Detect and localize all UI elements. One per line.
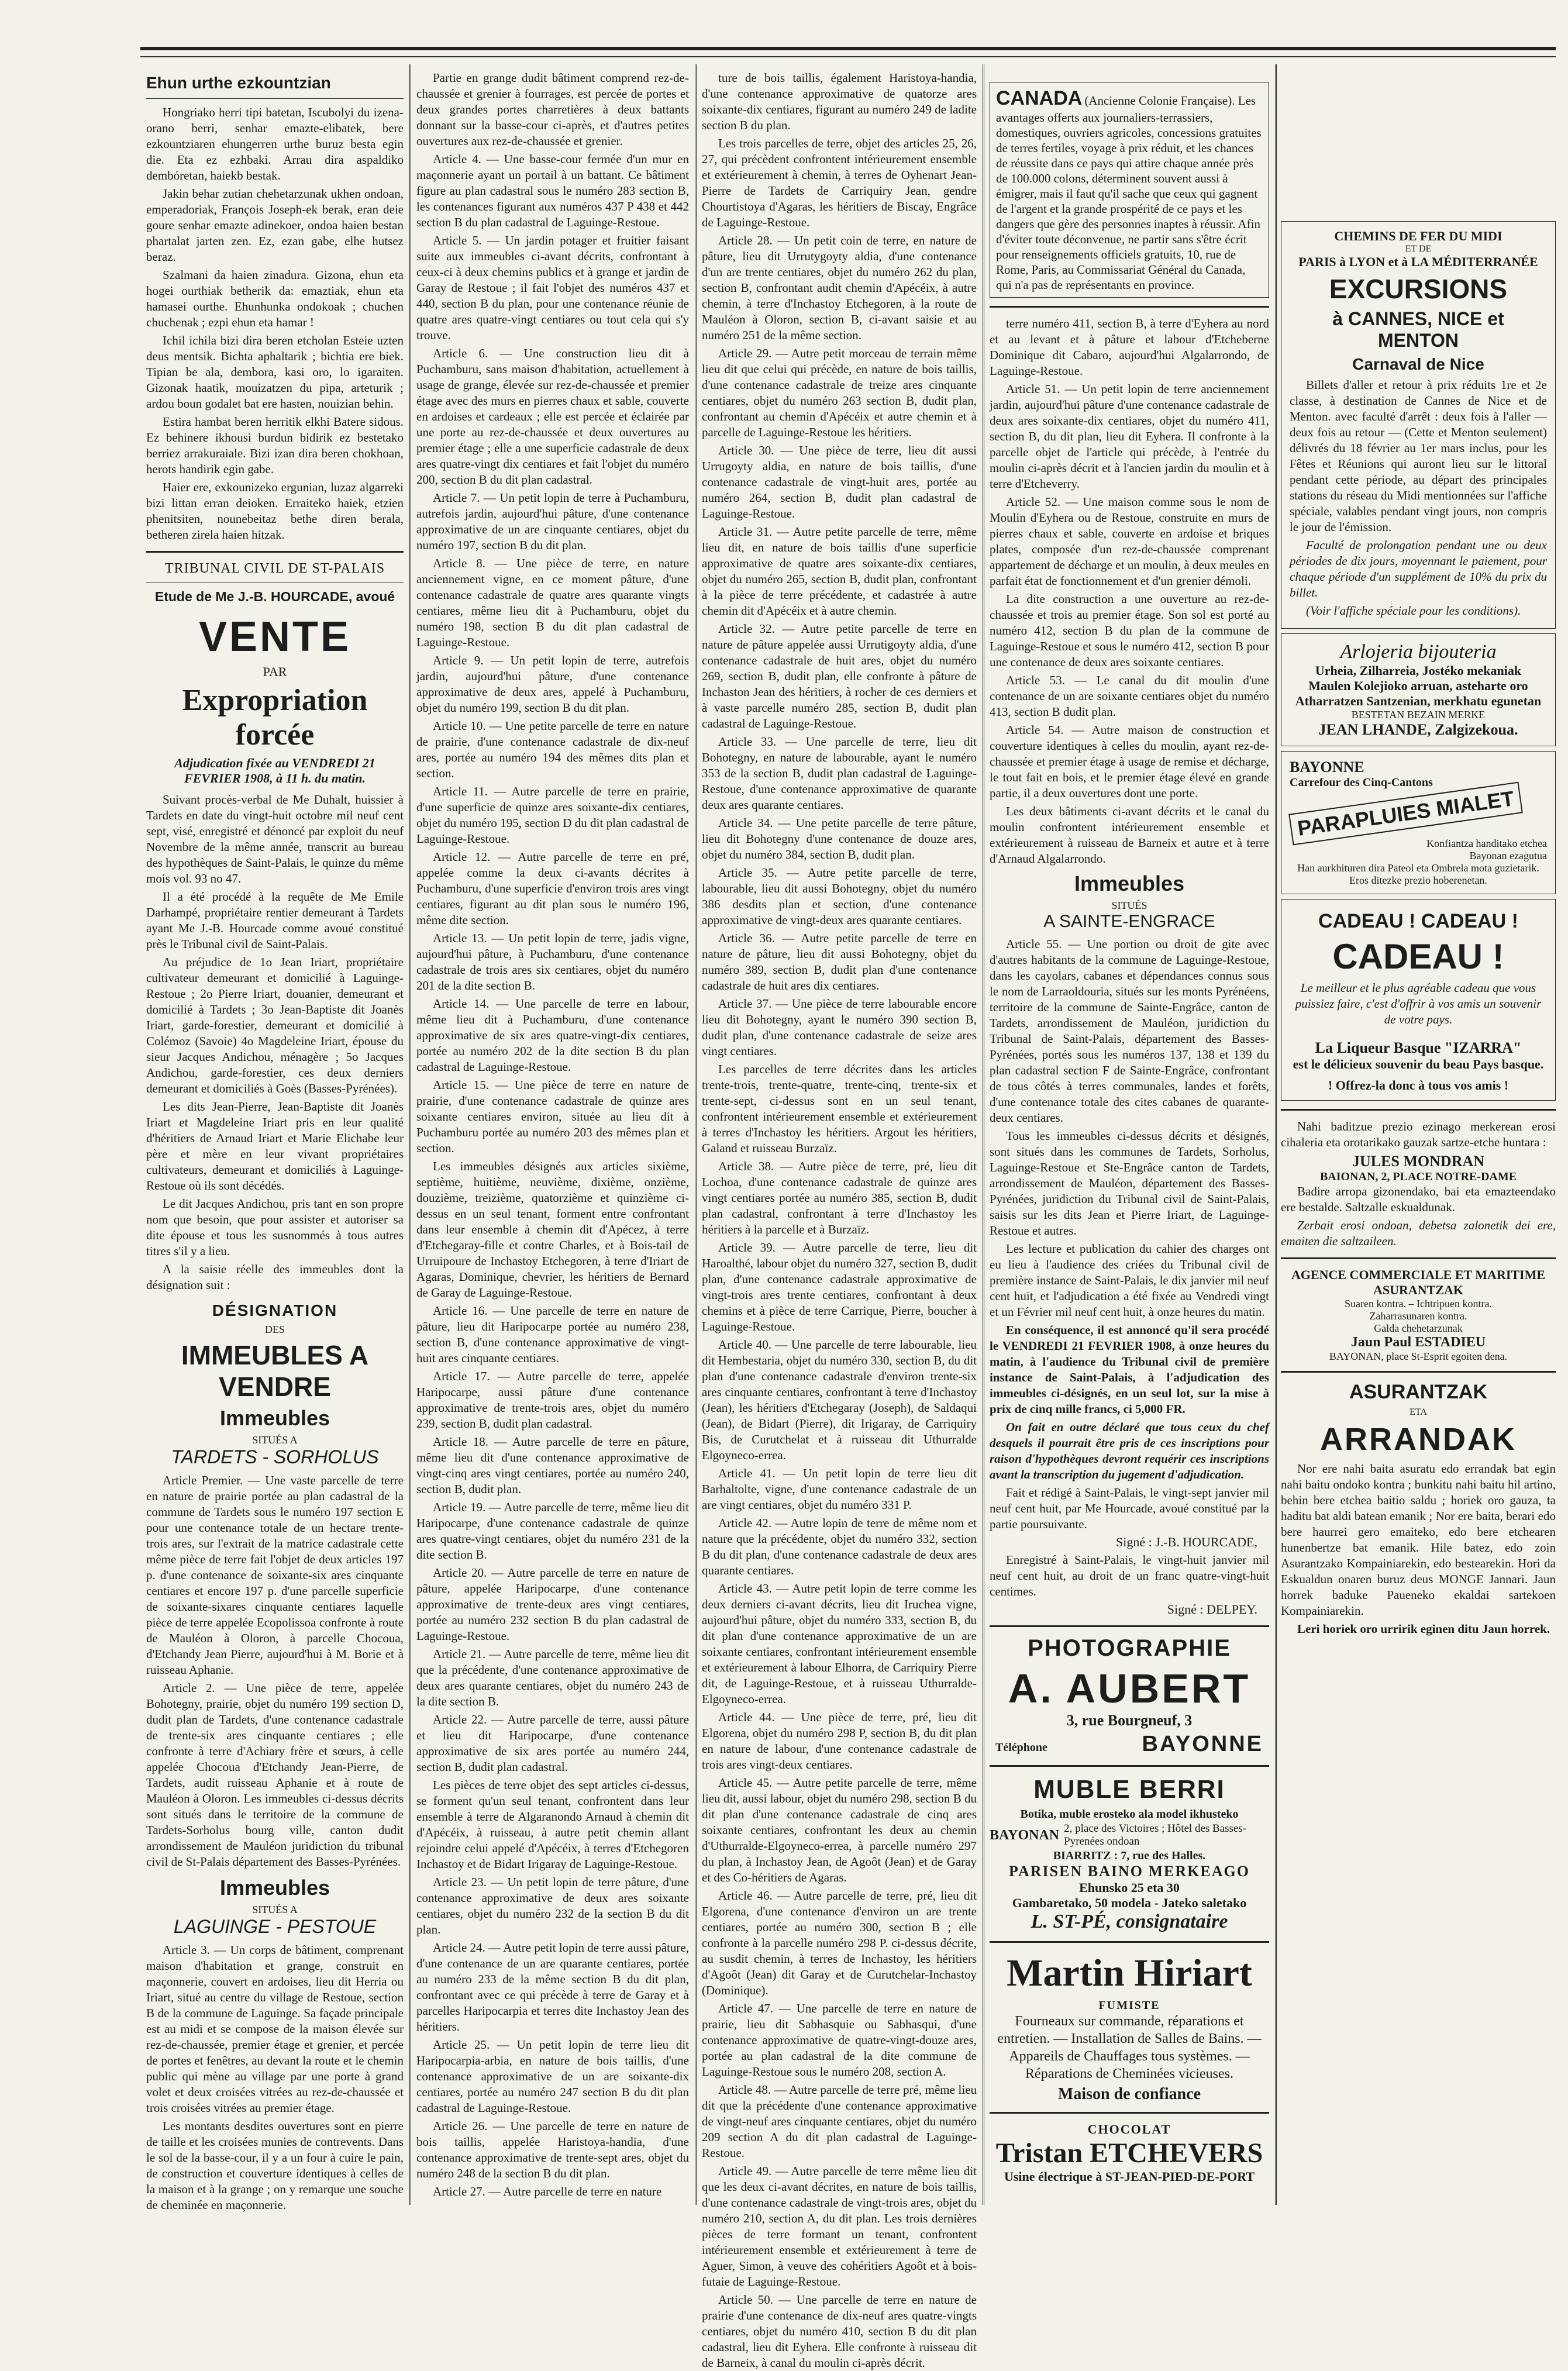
muble-line: BIARRITZ : 7, rue des Halles. [1053, 1849, 1206, 1862]
carnaval-heading: Carnaval de Nice [1352, 355, 1484, 373]
column-divider [409, 64, 411, 2205]
body-paragraph: Article 55. — Une portion ou droit de gite avec d'autres habitants de la commune de Laguinge-Restoue, dans les cayolars, cabanes et dépendances connus sous le nom de Larraoldouria, situés sur les monts Pyrénéens, territoire de la commune de Sainte-Engrâce, canton de Tardets, arrondissement de Mauléon, juridiction du Tribunal de Saint-Palais, département des Basses-Pyrénées, portés sous les numéros 137, 138 et 139 du plan cadastral section F de Sainte-Engrâce, confrontant de tous côtés à terres communales, landes et forêts, d'une contenance totale des cites cabanes de quarante-deux centiares. [990, 937, 1269, 1125]
body-paragraph: Article 24. — Autre petit lopin de terre aussi pâture, d'une contenance de un are quarante centiares, portée au numéro 233 de la même section B du dit plan, confrontant avec ce qui précède à terre de Garay et à parcelles Haripocarpia et terres dite Inchastoy Jean des héritiers. [416, 1941, 689, 2034]
body-paragraph: Article 47. — Une parcelle de terre en nature de prairie, lieu dit Sabhasquie ou Sabhasqui, d'une contenance approximative de quatre-vingt-douze ares, portée au plan cadastral de la dite commune de Laguinge-Restoue sous le numéro 208, section A. [702, 2001, 977, 2079]
photo-title: PHOTOGRAPHIE [1028, 1635, 1231, 1661]
body-paragraph: Article 42. — Autre lopin de terre de même nom et nature que la précédente, objet du numéro 332, section B du dit plan, d'une contenance cadastrale de deux ares quarante centiares. [702, 1516, 977, 1577]
martin-sub: FUMISTE [1098, 1999, 1160, 2012]
cannes-heading: à CANNES, NICE et MENTON [1332, 308, 1504, 351]
designation-heading: DÉSIGNATION [212, 1301, 338, 1319]
adjudication-date: Adjudication fixée au VENDREDI 21 FEVRIER 1908, à 11 h. du matin. [174, 756, 375, 785]
cadeau-ad [1281, 899, 1556, 1101]
body-paragraph: Article 25. — Un petit lopin de terre lieu dit Haripocarpia-arbia, en nature de bois taillis, d'une contenance approximative de un are soixante-dix centiares, portée au numéro 247 section B du dit plan cadastral de Laguinge-Restoue. [416, 2038, 689, 2115]
body-paragraph: Article 53. — Le canal du dit moulin d'une contenance de un are soixante centiares objet du numéro 413, section B dudit plan. [990, 673, 1269, 719]
cadeau-text: Le meilleur et le plus agréable cadeau que vous puissiez faire, c'est d'offrir à vos amis un souvenir de votre pays. [1295, 981, 1542, 1026]
body-paragraph: Article 28. — Un petit coin de terre, en nature de pâture, lieu dit Urrutygoyty aldia, d'une contenance d'un are trente centiares, objet du numéro 262 du plan, section B, confrontant audit chemin d'Apécéix, à autre chemin, à terre d'Inchastoy Etchegoren, à la route de Mauléon à Oloron, section B, ci-avant saisie et au numéro 251 de la même section. [702, 233, 977, 342]
mondran-name: JULES MONDRAN [1352, 1153, 1485, 1170]
column-4 [990, 82, 1269, 2211]
asurantzak-heading: ASURANTZAK [1349, 1381, 1488, 1403]
arlojeria-ad [1281, 633, 1556, 746]
izarra-text: est le délicieux souvenir du beau Pays basque. [1293, 1057, 1544, 1071]
top-rule [140, 47, 1556, 50]
divider [990, 1625, 1269, 1627]
divider [1281, 1109, 1556, 1111]
body-paragraph: Enregistré à Saint-Palais, le vingt-huit janvier mil neuf cent huit, au droit de un franc quatre-vingt-huit centimes. [990, 1553, 1269, 1598]
cadeau-line: CADEAU ! CADEAU ! [1318, 910, 1518, 932]
body-paragraph: Article 23. — Un petit lopin de terre pâture, d'une contenance approximative de deux ares soixante centiares, objet du numéro 232 de la section B du dit plan. [416, 1875, 689, 1936]
parapluies-line: Konfiantza handitako etchea [1426, 838, 1547, 849]
body-paragraph: Il a été procédé à la requête de Me Emile Darhampé, propriétaire rentier demeurant à Tardets ayant Me J.-B. Hourcade comme avoué constitué près le Tribunal civil de Saint-Palais. [146, 890, 404, 951]
body-paragraph: Article 33. — Une parcelle de terre, lieu dit Bohotegny, en nature de labourable, ayant le numéro 353 de la section B, dudit plan cadastral de Laguinge-Restoue, d'une contenance approximative de quarante deux ares quarante centiares. [702, 735, 977, 812]
martin-confiance: Maison de confiance [1057, 2085, 1201, 2103]
chocolat-sub: Usine électrique à ST-JEAN-PIED-DE-PORT [1004, 2169, 1255, 2184]
column-3 [702, 70, 977, 2370]
body-paragraph: Article 45. — Autre petite parcelle de terre, même lieu dit, aussi labour, objet du numéro 298, section B du dit plan d'une contenance cadastrale de cinq ares soixante centiares, confrontant les deux au chemin d'Uthurralde-Elgoyneco-errea, à parcelle numéro 297 du plan, à Inchastoy Jean, de Agoôt (Jean) et de Garay et des Co-héritiers de Agaras. [702, 1776, 977, 1884]
izarra-title: La Liqueur Basque "IZARRA" [1315, 1039, 1522, 1056]
parapluies-line: Han aurkhituren dira Pateol eta Ombrela mota guzietarik. [1297, 862, 1539, 874]
body-paragraph: Article 27. — Autre parcelle de terre en nature [433, 2184, 662, 2198]
body-paragraph: Article 49. — Autre parcelle de terre même lieu dit que les deux ci-avant décrites, en nature de bois taillis, d'une contenance cadastrale de vingt-trois ares, objet du numéro 210, section A, du dit plan. Les trois dernières pièces de terre formant un tenant, confrontent intérieurement ensemble et extérieurement à terre de Aguer, Simon, à veuve des cohéritiers Agoôt et à bois-futaie de Laguinge-Restoue. [702, 2164, 977, 2289]
body-paragraph: Article 44. — Une pièce de terre, pré, lieu dit Elgorena, objet du numéro 298 P, section B, du dit plan en nature de labour, d'une contenance cadastrale de trois ares vingt-deux centiares. [702, 1710, 977, 1772]
body-paragraph: Article 51. — Un petit lopin de terre anciennement jardin, aujourd'hui pâture d'une contenance cadastrale de deux ares soixante-dix centiares, objet du numéro 411, section B, du dit plan, lieu dit Eyhera. Il confronte à la parcelle objet de l'article qui précède, à l'entrée du moulin ci-après décrit et à l'ancien jardin du moulin et à terre d'Etcheverry. [990, 382, 1269, 491]
body-paragraph: Article Premier. — Une vaste parcelle de terre en nature de prairie portée au plan cadastral de la commune de Tardets sous le numéro 197 section E pour une contenance totale de un hectare trente-trois ares, sur l'extrait de la matrice cadastrale cette même pièce de terre fait l'objet de deux articles 197 p. d'une contenance de soixante-six ares cinquante centiares et encore 197 p. d'une parcelle superficie de soixante-sixares cinquante centiares laquelle pièce de terre appelée Ecopolissoa confronte à route de Mauléon à Oloron, à parcelle Chocoua, d'Etchandy Jean Pierre, aujourd'hui à M. Borie et à ruisseau Aphanie. [146, 1473, 404, 1677]
story-paragraph: Jakin behar zutian chehetarzunak ukhen ondoan, emperadoriak, François Joseph-ek berak, eran deie goure senhar emazte adinekoer, ondoa haien bestan phartalat jarten zen. Ez, ezan gabe, elhe hutsez beraz. [146, 187, 404, 264]
photo-address: 3, rue Bourgneuf, 3 [1066, 1712, 1193, 1729]
body-paragraph: Tous les immeubles ci-dessus décrits et désignés, sont situés dans les communes de Tardets, Sorholus, Laguinge-Restoue et Ste-Engrâce canton de Tardets, arrondissement de Mauléon, département des Basses-Pyrénées, juridiction du Tribunal civil de Saint-Palais, saisis sur les dits Jean et Pierre Iriart, de Laguinge-Restoue et autres. [990, 1129, 1269, 1238]
martin-text: Fourneaux sur commande, réparations et entretien. — Installation de Salles de Bains. — Appareils de Chauffages tous systèmes. — Réparations de Cheminées vicieuses. [997, 2014, 1262, 2081]
chemins-title: CHEMINS DE FER DU MIDI [1334, 229, 1502, 243]
body-paragraph: La dite construction a une ouverture au rez-de-chaussée et trois au premier étage. Son sol est porté au numéro 412, section B du plan de la commune de Laguinge-Restoue et sous le numéro 412, section B pour une contenance de deux ares soixante centiares. [990, 592, 1269, 669]
body-paragraph: Article 9. — Un petit lopin de terre, autrefois jardin, aujourd'hui pâture, d'une contenance approximative de deux ares, appelé à Puchamburu, objet du numéro 199, section B du dit plan. [416, 653, 689, 715]
parapluies-title: PARAPLUIES MIALET [1288, 782, 1523, 846]
column-5 [1281, 216, 1556, 2211]
paris-title: PARIS à LYON et à LA MÉDITERRANÉE [1298, 254, 1538, 269]
tardets-heading: TARDETS - SORHOLUS [171, 1446, 379, 1467]
agence-line: Suaren kontra. – Ichtripuen kontra. [1345, 1298, 1492, 1309]
body-paragraph: Faculté de prolongation pendant une ou deux périodes de dix jours, moyennant le paiement, pour chaque période d'un supplément de 10% du prix du billet. [1290, 538, 1547, 599]
body-paragraph: Article 16. — Une parcelle de terre en nature de pâture, lieu dit Haripocarpe portée au numéro 238, section B, d'une contenance approximative de vingt-huit ares cinquante centiares. [416, 1304, 689, 1365]
column-1 [146, 70, 404, 2211]
agence-name: Jaun Paul ESTADIEU [1350, 1335, 1486, 1350]
body-paragraph: Article 13. — Un petit lopin de terre, jadis vigne, aujourd'hui pâture, à Puchamburu, d'une contenance cadastrale de trois ares six centiares, objet du numéro 201 de la dite section B. [416, 931, 689, 992]
body-paragraph: Les immeubles désignés aux articles sixième, septième, huitième, neuvième, dixième, onzième, douzième, treizième, quatorzième et quinzième ci-dessus en un seul tenant, forment entre confrontant dans leur ensemble à chemin dit d'Apécez, à terre d'Etchegaray-fille et contre Charles, et à Bois-tail de Urruipoure de Inchastoy Etchegoren, à terre d'Iriart de Agaras, Dominique, chevrier, les héritiers de Bernard de Garay de Laguinge-Restoue. [416, 1159, 689, 1300]
body-paragraph: En conséquence, il est annoncé qu'il sera procédé le VENDREDI 21 FEVRIER 1908, à onze heures du matin, à l'audience du Tribunal civil de première instance de Saint-Palais, à l'adjudication des immeubles ci-désignés, en un seul lot, sur la mise à prix de cinq mille francs, ci 5,000 FR. [990, 1323, 1269, 1416]
parapluies-line: Eros ditezke prezio hoberenetan. [1349, 874, 1487, 886]
body-paragraph: Article 37. — Une pièce de terre labourable encore lieu dit Bohotegny, ayant le numéro 390 section B, dudit plan, d'une contenance cadastrale de seize ares vingt centiares. [702, 997, 977, 1058]
agence-line: Galda chehetarzunak [1374, 1322, 1463, 1334]
story-paragraph: Haier ere, exkounizeko ergunian, luzaz algarreki bizi littan erran deioken. Erraiteko haiek, etzien phenitsiten, nounebeitaz bethe diren berala, betheren zirela haien hitzak. [146, 480, 404, 542]
vente-heading: VENTE [198, 614, 351, 660]
body-paragraph: Article 20. — Autre parcelle de terre en nature de pâture, appelée Haripocarpe, d'une contenance approximative de trente-deux ares vingt centiares, portée au numéro 232 section B du plan cadastral de Laguinge-Restoue. [416, 1566, 689, 1643]
mondran-address: BAIONAN, 2, PLACE NOTRE-DAME [1319, 1170, 1517, 1183]
eta-label: ETA [1410, 1407, 1427, 1417]
body-paragraph: Article 35. — Autre petite parcelle de terre, labourable, lieu dit aussi Bohotegny, objet du numéro 386 desdits plan et section, d'une contenance approximative de vingt-deux ares quarante centiares. [702, 866, 977, 927]
body-paragraph: A la saisie réelle des immeubles dont la désignation suit : [146, 1262, 404, 1292]
body-paragraph: ture de bois taillis, également Haristoya-handia, d'une contenance approximative de quatorze ares soixante-dix centiares, figurant au numéro 249 de ladite section B du plan. [702, 71, 977, 132]
canada-text: (Ancienne Colonie Française). Les avantages offerts aux journaliers-terrassiers, domestiques, ouvriers agricoles, concessions gratuites de terres fertiles, voyage à prix réduit, et les chances de réussite dans ce pays qui attire chaque année près de 100.000 colons, déterminent souvent aussi à émigrer, mais il faut qu'il sache que ceux qui gagnent de l'argent et la grande prospérité de ce pays et les dangers que gère des personnes inaptes à réussir. Afin d'éviter toute déconvenue, ne partir sans s'être écrit pour renseignements officiels gratuits, 10, rue de Rome, Paris, au Commissariat Général du Canada, qui n'a pas de représentants en province. [996, 94, 1262, 292]
body-paragraph: Article 41. — Un petit lopin de terre lieu dit Barhaltolte, vigne, d'une contenance cadastrale de un are vingt centiares, objet du numéro 331 P. [702, 1466, 977, 1512]
body-paragraph: Article 31. — Autre petite parcelle de terre, même lieu dit, en nature de bois taillis d'une superficie approximative de quatre ares soixante-dix centiares, objet du numéro 265, section B, dudit plan, confrontant à la pièce de terre précédente, et cadastrée à autre chemin dit d'Apécéix et à autre chemin. [702, 525, 977, 618]
divider [990, 1765, 1269, 1767]
body-paragraph: Article 48. — Autre parcelle de terre pré, même lieu dit que la précédente d'une contenance approximative de vingt-neuf ares cinquante centiares, objet du numéro 209 section A du dit plan cadastral de Laguinge-Restoue. [702, 2083, 977, 2160]
column-2 [416, 70, 689, 2211]
body-paragraph: Nor ere nahi baita asuratu edo errandak bat egin nahi baitu ondoko kontra ; bunkitu nahi baitu hil artino, behin bere etchea baitio saldu ; horiek oro gauza, ta haditu bat aldi batean emanik ; Nor ere baita, berari edo bere haurrei gero emaiteko, edo bere etchearen hunenbertze bat emanik. Hile batez, edo zoin Asurantzako Kompainiarekin, edo bestearekin. Hori da Eskualdun onaren buruz deus MONGE Jannari. Jaun horrek baduke Paueneko ekaldai sartekoen Kompainiarekin. [1281, 1462, 1556, 1618]
story-paragraph: Szalmani da haien zinadura. Gizona, ehun eta hogei ourthiak betherik da: emaztiak, ehun eta hamasei ourthe. Ehunhunka ondokoak ; chuchen chuchenak ; ezpi ehun eta hamar ! [146, 268, 404, 329]
body-paragraph: Les parcelles de terre décrites dans les articles trente-trois, trente-quatre, trente-cinq, trente-six et trente-sept, ci-dessus sont en un seul tenant, confrontent intérieurement ensemble et extérieurement à terres d'Inchastoy les héritiers. Argout les héritiers, Galand et ruisseau Burzaïz. [702, 1062, 977, 1155]
body-paragraph: Les lecture et publication du cahier des charges ont eu lieu à l'audience des criées du Tribunal civil de première instance de Saint-Palais, le dix janvier mil neuf cent huit, et l'adjudication a été fixée au Vendredi vingt et un Février mil neuf cent huit, à onze heures du matin. [990, 1242, 1269, 1319]
arrandak-heading: ARRANDAK [1320, 1422, 1517, 1457]
muble-line: Ehunsko 25 eta 30 [1079, 1880, 1180, 1895]
body-paragraph: Les trois parcelles de terre, objet des articles 25, 26, 27, qui précèdent confrontent intérieurement ensemble et extérieurement à chemin, à terres de Oyhenart Jean-Pierre de Tardets de Carriquiry Jean, gendre Chourtistoya d'Agaras, les héritiers de Biscay, Engrâce de Laguinge-Restoue. [702, 136, 977, 229]
muble-line: 2, place des Victoires ; Hôtel des Basses-Pyrenées ondoan [1064, 1822, 1247, 1848]
arlojeria-line: Urheia, Zilharreia, Jostéko mekaniak [1315, 663, 1522, 678]
story-paragraph: Estira hambat beren herritik elkhi Batere sidous. Ez behinere ikhousi burdun bidirik ez bestetako berriez arrakuraiale. Bizi izan dira beren chokhoan, herots handirik egin gabe. [146, 415, 404, 476]
expropriation-heading: Expropriation forcée [182, 684, 368, 752]
body-paragraph: Article 17. — Autre parcelle de terre, appelée Haripocarpe, aussi pâture d'une contenance approximative de trente-trois ares, objet du numéro 239, section B, dudit plan cadastral. [416, 1369, 689, 1431]
body-paragraph: Article 32. — Autre petite parcelle de terre en nature de pâture appelée aussi Urrutigoyty aldia, d'une contenance cadastrale de huit ares, objet du numéro 269, section B, dudit plan, elle confronte à pâture de Inchaston Jean des héritiers, à rocher de ces derniers et à vaste parcelle numéro 285, section B, dudit plan cadastral de Laguinge-Restoue. [702, 622, 977, 730]
photo-city: BAYONNE [1142, 1732, 1263, 1756]
cadeau-heading: CADEAU ! [1332, 937, 1504, 976]
court-title: TRIBUNAL CIVIL DE ST-PALAIS [164, 561, 385, 576]
muble-line: Botika, muble erosteko ala model ikhusteko [1020, 1808, 1239, 1821]
story-title: Ehun urthe ezkountzian [146, 74, 331, 92]
body-paragraph: Article 54. — Autre maison de construction et couverture identiques à celles du moulin, ayant rez-de-chaussée et premier étage à usage de remise et décharge, le tout fait en bois, et le premier étage élevé en grande partie, il a deux ouvertures dont une porte. [990, 723, 1269, 800]
body-paragraph: On fait en outre déclaré que tous ceux du chef desquels il pourrait être pris de ces inscriptions pour raison d'hypothèques devront requérir ces inscriptions avant la transcription du jugement d'adjudication. [990, 1420, 1269, 1481]
body-paragraph: Article 19. — Autre parcelle de terre, même lieu dit Haripocarpe, d'une contenance cadastrale de quinze ares quatre-vingt centiares, objet du numéro 231 de la dite section B. [416, 1500, 689, 1562]
immeubles-heading: Immeubles [1074, 871, 1185, 895]
body-paragraph: Article 11. — Autre parcelle de terre en prairie, d'une superficie de quinze ares soixante-dix centiares, objet du numéro 195, section D du dit plan cadastral de Laguinge-Restoue. [416, 784, 689, 846]
divider [990, 2112, 1269, 2114]
body-paragraph: Article 52. — Une maison comme sous le nom de Moulin d'Eyhera ou de Restoue, construite en murs de pierres chaux et sable, couverte en ardoise et briques plates, composée d'un rez-de-chaussée comprenant appartement de décharge et un moulin, à deux meules en parfait état de fonctionnement et d'un grenier démoli. [990, 495, 1269, 588]
agence-line: Zaharrasunaren kontra. [1369, 1310, 1467, 1322]
excursions-heading: EXCURSIONS [1329, 274, 1508, 304]
laguinge-heading: LAGUINGE - PESTOUE [173, 1916, 377, 1937]
body-paragraph: Article 12. — Autre parcelle de terre en pré, appelée comme la deux ci-avants décrites à Puchamburu, d'une superficie d'environ trois ares vingt centiares, figurant au dit plan sous le numéro 196, même dite section. [416, 850, 689, 927]
situes-label: SITUÉS [1111, 900, 1147, 911]
immeubles-heading: Immeubles [219, 1876, 330, 1900]
body-paragraph: Leri horiek oro urririk eginen ditu Jaun horrek. [1297, 1622, 1550, 1636]
muble-line: Gambaretako, 50 modela - Jateko saletako [1012, 1896, 1247, 1910]
body-paragraph: Le dit Jacques Andichou, pris tant en son propre nom que besoin, que pour assister et autoriser sa dite épouse et tous les susnommés à tous autres titres s'il y a lieu. [146, 1197, 404, 1258]
body-paragraph: Article 38. — Autre pièce de terre, pré, lieu dit Lochoa, d'une contenance cadastrale de quinze ares vingt centiares portée au numéro 385, section B, dudit plan cadastral, confrontant à terre d'Inchastoy les héritiers à la parcelle et à Burzaïz. [702, 1159, 977, 1236]
chemins-ad [1281, 221, 1556, 629]
et-label: ET DE [1405, 244, 1432, 254]
photo-phone-label: Téléphone [995, 1741, 1047, 1754]
story-paragraph: Hongriako herri tipi batetan, Iscubolyi du izena-orano berri, senhar emazte-elibatek, bere ezkountziaren ehungerren urthe buruz besta egin die. Eta ez ezhbaki. Arrau dira aspaldiko dembóretan, haiekb bestak. [146, 105, 404, 182]
top-rule-thin [140, 56, 1556, 57]
canada-title: CANADA [996, 87, 1083, 109]
body-paragraph: (Voir l'affiche spéciale pour les conditions). [1306, 604, 1521, 618]
immeubles-vendre-heading: IMMEUBLES A VENDRE [181, 1340, 369, 1402]
body-paragraph: Article 15. — Une pièce de terre en nature de prairie, d'une contenance cadastrale de quinze ares soixante centiares environ, située au lieu dit à Puchamburu portée au numéro 203 des mêmes plan et section. [416, 1078, 689, 1155]
body-paragraph: Article 22. — Autre parcelle de terre, aussi pâture et lieu dit Haripocarpe, d'une contenance approximative de six ares portée au numéro 244, section B, dudit plan cadastral. [416, 1712, 689, 1774]
des-label: DES [264, 1324, 285, 1335]
divider [146, 551, 404, 553]
izarra-offrez: ! Offrez-la donc à tous vos amis ! [1328, 1078, 1509, 1093]
divider [146, 98, 404, 99]
body-paragraph: Fait et rédigé à Saint-Palais, le vingt-sept janvier mil neuf cent huit, par Me Hourcade, avoué constitué par la partie poursuivante. [990, 1486, 1269, 1531]
par-label: PAR [263, 664, 287, 679]
body-paragraph: Nahi baditzue prezio ezinago merkerean erosi cihaleria eta orotarikako gauzak sartze-etche huntara : [1281, 1119, 1556, 1149]
situes-label: SITUÉS A [252, 1904, 298, 1915]
parapluies-ad [1281, 751, 1556, 894]
body-paragraph: Zerbait erosi ondoan, debetsa zalonetik dei ere, emaiten die saltzaileen. [1281, 1218, 1556, 1248]
story-paragraph: Ichil ichila bizi dira beren etcholan Esteie uzten deus mentsik. Bichta aphaltarik ; bichtia ere biek. Tipian be ala, dembora, kasi oro, lo igaraiten. Gizonak haatik, mouizatzen du pipa, arteturik ; ardou boun godalet bat ere hasten, nouizian behin. [146, 333, 404, 411]
body-paragraph: Article 21. — Autre parcelle de terre, même lieu dit que la précédente, d'une contenance approximative de deux ares quarante centiares, objet du numéro 243 de la dite section B. [416, 1647, 689, 1708]
body-paragraph: Article 6. — Une construction lieu dit à Puchamburu, sans maison d'habitation, actuellement à usage de grange, élevée sur rez-de-chaussée et premier étage avec des murs en pierres chaux et sable, couverte en ardoises et cardeaux ; elle est percée et éclairée par une porte au rez-de-chaussée et deux ouvertures au premier étage ; elle a une superficie cadastrale de deux ares quatre-vingt dix centiares et fait l'objet du numéro 200, section B du dit plan cadastral. [416, 346, 689, 487]
immeubles-heading: Immeubles [219, 1406, 330, 1430]
body-paragraph: Article 46. — Autre parcelle de terre, pré, lieu dit Elgorena, d'une contenance d'environ un are trente centiares, portée au numéro 300, section B ; elle confronte à la parcelle numéro 298 P. ci-dessus décrite, au susdit chemin, à terres de Inchastoy, les héritiers d'Agoôt (Jean) dit Garay et de Curutchelar-Inchastoy (Dominique). [702, 1888, 977, 1997]
arlojeria-name: JEAN LHANDE, Zalgizekoua. [1318, 721, 1518, 738]
body-paragraph: Partie en grange dudit bâtiment comprend rez-de-chaussée et grenier à fourrages, est percée de portes et deux grandes portes charretières à deux battants donnant sur la basse-cour ci-après, et d'autres petites ouvertures aux rez-de-chaussée et grenier. [416, 71, 689, 148]
body-paragraph: Article 14. — Une parcelle de terre en labour, même lieu dit à Puchamburu, d'une contenance approximative de six ares quatre-vingt-dix centiares, portée au numéro 202 de la dite section B du plan cadastral de Laguinge-Restoue. [416, 997, 689, 1074]
body-paragraph: Article 8. — Une pièce de terre, en nature anciennement vigne, en ce moment pâture, d'une contenance cadastrale de quatre ares quarante vingts centiares, même lieu dit à Puchamburu, objet du numéro 198, section B du dit plan cadastral de Laguinge-Restoue. [416, 556, 689, 649]
body-paragraph: Suivant procès-verbal de Me Duhalt, huissier à Tardets en date du vingt-huit octobre mil neuf cent sept, visé, enregistré et dénoncé par exploit du neuf Novembre de la même année, transcrit au bureau des hypothèques de Saint-Palais, le quinze du même mois vol. 93 no 47. [146, 792, 404, 885]
divider [1281, 1257, 1556, 1259]
arlojeria-line: Maulen Kolejioko arruan, asteharte oro Atharratzen Santzenian, merkhatu egunetan [1295, 678, 1542, 708]
signature-line: Signé : J.-B. HOURCADE, [1115, 1535, 1257, 1549]
situes-label: SITUÉS A [252, 1434, 298, 1446]
body-paragraph: Article 26. — Une parcelle de terre en nature de bois taillis, appelée Haristoya-handia, d'une contenance approximative de trente-sept ares, objet du numéro 248 de la section B du dit plan. [416, 2119, 689, 2180]
photo-name: A. AUBERT [1008, 1666, 1251, 1711]
divider [1281, 1371, 1556, 1373]
body-paragraph: Article 34. — Une petite parcelle de terre pâture, lieu dit Bohotegny d'une contenance de douze ares, objet du numéro 384, section B, dudit plan. [702, 816, 977, 861]
body-paragraph: Les dits Jean-Pierre, Jean-Baptiste dit Joanès Iriart et Magdeleine Iriart pris en leur qualité d'héritiers de Arnaud Iriart et Marie Elichabe leur père et mère en leur vivant propriétaires cultivateurs, demeurant et domiciliés à Laguinge-Restoue où ils sont décédés. [146, 1100, 404, 1193]
body-paragraph: Article 7. — Un petit lopin de terre à Puchamburu, autrefois jardin, aujourd'hui pâture, d'une contenance approximative de un are cinquante centiares, objet du numéro 197, section B du dit plan. [416, 491, 689, 552]
chocolat-label: CHOCOLAT [1087, 2122, 1171, 2136]
divider [990, 306, 1269, 308]
body-paragraph: Article 10. — Une petite parcelle de terre en nature de prairie, d'une contenance cadastrale de dix-neuf ares, portée au numéro 194 des mêmes dits plan et section. [416, 719, 689, 780]
body-paragraph: Les deux bâtiments ci-avant décrits et le canal du moulin confrontent intérieurement ensemble et extérieurement à ruisseau de Barneix et autre et à terre d'Arnaud Algalarrondo. [990, 804, 1269, 866]
etude-line: Etude de Me J.-B. HOURCADE, avoué [154, 589, 395, 604]
muble-line: L. ST-PÉ, consignataire [1031, 1911, 1228, 1932]
signature-line: Signé : DELPEY. [1167, 1602, 1257, 1617]
column-divider [983, 64, 984, 2205]
body-paragraph: Article 5. — Un jardin potager et fruitier faisant suite aux immeubles ci-avant décrits, confrontant à ceux-ci à deux chemins publics et à grange et jardin de Garay de Restoue ; il fait l'objet des numéros 437 et 440, section B du plan, pour une contenance réunie de quatre ares quatre-vingt centiares ou tout cela qui s'y trouve. [416, 233, 689, 342]
body-paragraph: Article 50. — Une parcelle de terre en nature de prairie d'une contenance de dix-neuf ares quatre-vingts centiares, objet du numéro 410, section B du dit plan cadastral, lieu dit Eyhera. Elle confronte à ruisseau dit de Barneix, à canal du moulin ci-après décrit. [702, 2293, 977, 2370]
martin-title: Martin Hiriart [1007, 1952, 1252, 1994]
agence-line: ASURANTZAK [1373, 1283, 1464, 1297]
body-paragraph: Article 40. — Une parcelle de terre labourable, lieu dit Hembestaria, objet du numéro 330, section B, du dit plan d'une contenance cadastrale d'environ trente-six ares cinquante centiares, confrontant à terre d'Inchastoy (Jean), les héritiers d'Etchegaray (Joseph), de Saldaqui (Jean), de Bidart (Pierre), dit Irigaray, de Carriquiry Bis, de Curutchelat et à ruisseau dit Uthurralde Elgoyneco-errea. [702, 1338, 977, 1462]
body-paragraph: Les pièces de terre objet des sept articles ci-dessus, se forment qu'un seul tenant, confrontent dans leur ensemble à terre de Algaranondo Arnaud à chemin dit d'Apécéix, à ruisseau, à autre petit chemin allant rejoindre celui appelé d'Apécéix, à terres d'Etchegoren Inchastoy et de Bidart Irigaray de Laguinge-Restoue. [416, 1778, 689, 1871]
body-paragraph: Article 4. — Une basse-cour fermée d'un mur en maçonnerie ayant un portail à un battant. Ce bâtiment figure au plan cadastral sous le numéro 283 section B, les contenances figurant aux numéros 437 P 438 et 442 section B du plan cadastral de Laguinge-Restoue. [416, 152, 689, 229]
parapluies-address: Carrefour des Cinq-Cantons [1290, 776, 1433, 789]
sainte-engrace-heading: A SAINTE-ENGRACE [1043, 912, 1215, 931]
body-paragraph: Article 36. — Autre petite parcelle de terre en nature de pâture, lieu dit aussi Bohotegny, objet du numéro 389, section B, dudit plan d'une contenance cadastrale de huit ares dix centiares. [702, 931, 977, 992]
chocolat-name: Tristan ETCHEVERS [995, 2138, 1263, 2169]
parapluies-line: Bayonan ezagutua [1469, 850, 1547, 861]
body-paragraph: Article 29. — Autre petit morceau de terrain même lieu dit que celui qui précède, en nature de bois taillis, d'une contenance cadastrale de treize ares cinquante centiares, objet du numéro 263 section B, dudit plan, confrontant au chemin d'Apécéix et autre chemin et à parcelle de Laguinge-Restoue les héritiers. [702, 346, 977, 439]
body-paragraph: Article 43. — Autre petit lopin de terre comme les deux derniers ci-avant décrits, lieu dit Iruchea vigne, aujourd'hui pâture, objet du numéro 333, section B, du dit plan d'une contenance approximative de un are soixante centiares, confrontant intérieurement ensemble et extérieurement à labour Elhorra, de Carriquiry Pierre dit, de Laguinge-Restoue, et à ruisseau Uthurralde-Elgoyneco-errea. [702, 1581, 977, 1706]
canada-notice [990, 82, 1269, 298]
body-paragraph: terre numéro 411, section B, à terre d'Eyhera au nord et au levant et à pâture et labour d'Etcheberne Dominique dit Cabaro, aujourd'hui Algalarrondo, de Laguinge-Restoue. [990, 316, 1269, 378]
body-paragraph: Billets d'aller et retour à prix réduits 1re et 2e classe, à destination de Cannes de Nice et de Menton. avec faculté d'arrêt : deux fois à l'aller — deux fois au retour — (Cette et Menton seulement) délivrés du 18 février au 1er mars inclus, pour les Fêtes et Réunions qui auront lieu sur le littoral pendant cette période, au départ des principales stations du réseau du Midi mentionnées sur l'affiche spéciale, valables pendant vingt jours, non compris le jour de l'émission. [1290, 378, 1547, 534]
column-divider [1275, 64, 1277, 2205]
body-paragraph: Article 3. — Un corps de bâtiment, comprenant maison d'habitation et grange, construit en maçonnerie, couvert en ardoises, lieu dit Herria ou Iriart, situé au centre du village de Restoue, section B de la commune de Laguinge. Sa façade principale est au midi et se compose de la maison élevée sur rez-de-chaussée, premier étage et grenier, et percée de portes et fenêtres, au devant la route et le chemin public qui mène au village par une porte à grand volet et deux croisées vitrées au rez-de-chaussée et trois croisées vitrées au premier étage. [146, 1943, 404, 2115]
agence-title: AGENCE COMMERCIALE ET MARITIME [1291, 1267, 1546, 1282]
parapluies-city: BAYONNE [1290, 759, 1364, 776]
arlojeria-title: Arlojeria bijouteria [1340, 641, 1497, 663]
muble-bayonne: BAYONAN [990, 1827, 1060, 1843]
body-paragraph: Article 2. — Une pièce de terre, appelée Bohotegny, prairie, objet du numéro 199 section D, dudit plan de Tardets, d'une contenance cadastrale de trente-six ares cinquante centiares ; elle confronte à terre d'Achiary frère et sœurs, à celle appelée Chocoua d'Etchandy Jean-Pierre, de Tardets, audit ruisseau Aphanie et à route de Mauléon à Oloron. Les immeubles ci-dessus décrits sont situés dans le territoire de la commune de Tardets-Sorholus bourg ville, canton dudit arrondissement de Mauléon juridiction du tribunal civil de St-Palais département des Basses-Pyrénées. [146, 1681, 404, 1869]
arlojeria-line: BESTETAN BEZAIN MERKE [1351, 709, 1486, 721]
agence-line: BAYONAN, place St-Esprit egoiten dena. [1329, 1350, 1508, 1362]
body-paragraph: Les montants desdites ouvertures sont en pierre de taille et les croisées munies de contrevents. Dans le sol de la basse-cour, il y a un four à cuire le pain, de construction et couverture identiques à celles de la maison et à la grange ; on y remarque une souche de cheminée en maçonnerie. [146, 2119, 404, 2212]
body-paragraph: Article 30. — Une pièce de terre, lieu dit aussi Urrugoyty aldia, en nature de bois taillis, d'une contenance cadastrale de vingt-huit ares, portée au numéro 264, section B, dudit plan cadastral de Laguinge-Restoue. [702, 443, 977, 521]
body-paragraph: Article 18. — Autre parcelle de terre en pâture, même lieu dit d'une contenance approximative de vingt-cinq ares vingt centiares, portée au numéro 240, section B, dudit plan. [416, 1435, 689, 1496]
muble-title: MUBLE BERRI [1033, 1775, 1225, 1804]
column-divider [695, 64, 697, 2205]
body-paragraph: Badire arropa gizonendako, bai eta emazteendako ere bestalde. Saltzalle eskualdunak. [1281, 1184, 1556, 1214]
body-paragraph: Article 39. — Autre parcelle de terre, lieu dit Haroalthé, labour objet du numéro 327, section B, dudit plan, d'une contenance cadastrale approximative de vingt-trois ares trente centiares, confrontant à deux chemins et à pièce de terre Carrique, Pierre, boucher à Laguinge-Restoue. [702, 1240, 977, 1333]
body-paragraph: Au préjudice de 1o Jean Iriart, propriétaire cultivateur demeurant et domicilié à Laguinge-Restoue ; 2o Pierre Iriart, douanier, demeurant et domicilié à Tardets ; 3o Jean-Baptiste dit Joanès Iriart, garde-forestier, demeurant et domicilié à Colémoz (Savoie) 4o Magdeleine Iriart, épouse du sieur Jacques Andichou, ménagère ; 5o Jacques Andichou, garde-forestier, ces deux derniers demeurant et domiciliés à Goès (Basses-Pyrénées). [146, 955, 404, 1095]
muble-line: PARISEN BAINO MERKEAGO [1009, 1863, 1250, 1880]
divider [990, 1941, 1269, 1943]
